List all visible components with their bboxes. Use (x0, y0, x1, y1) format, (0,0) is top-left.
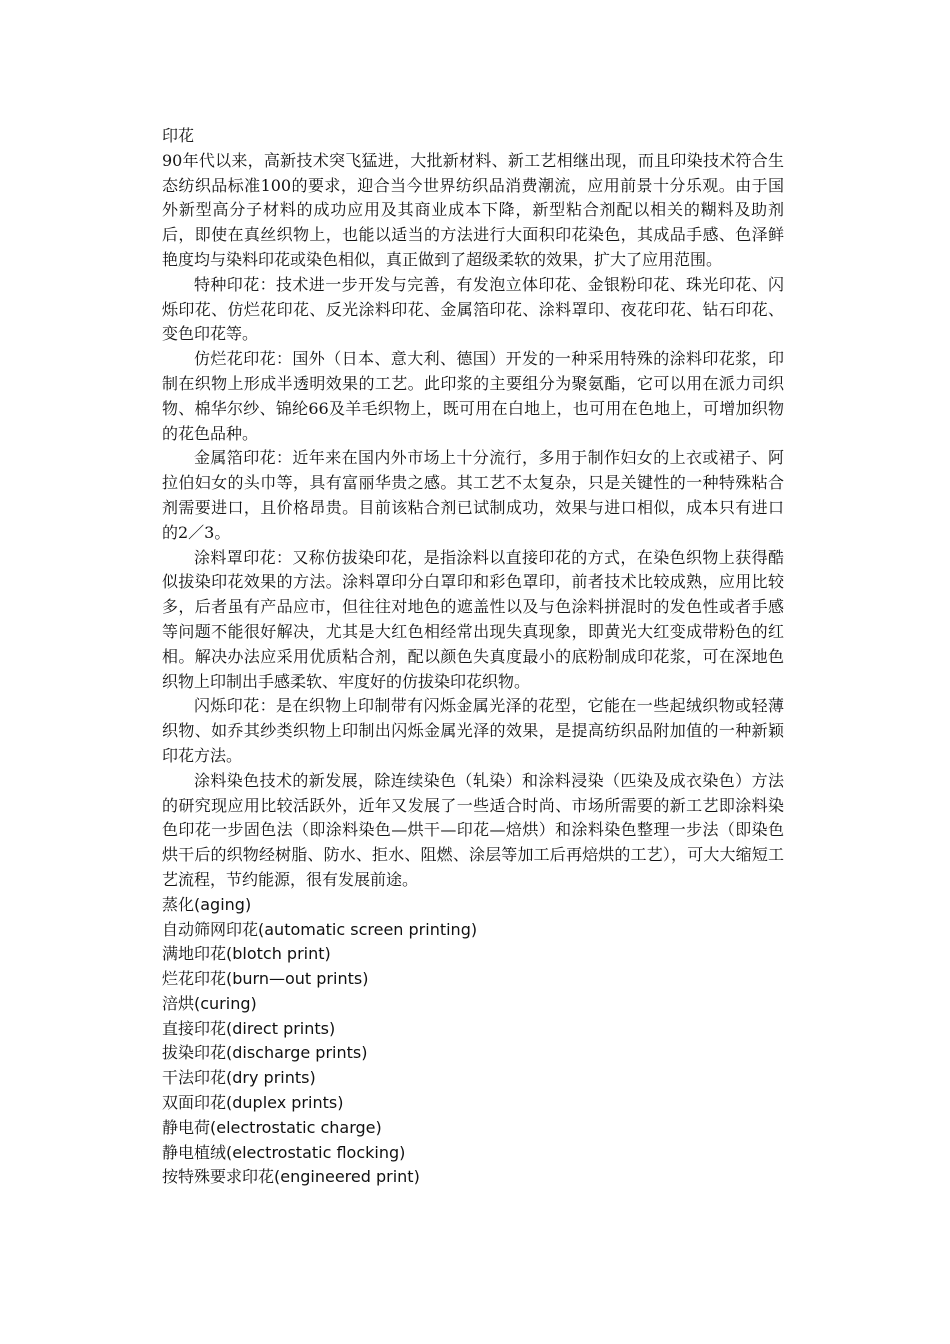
glossary-term: 直接印花(direct prints) (162, 1018, 336, 1038)
paragraph-pigment-dyeing: 涂料染色技术的新发展，除连续染色（轧染）和涂料浸染（匹染及成衣染色）方法的研究现应用比较活跃外，近年又发展了一些适合时尚、市场所需要的新工艺即涂料染色印花一步固色法（即涂料染色—烘干—印花—焙烘）和涂料染色整理一步法（即染色烘干后的织物经树脂、防水、拒水、阻燃、涂层等加工后再焙烘的工艺），可大大缩短工艺流程，节约能源，很有发展前途。 (162, 770, 784, 889)
glossary-term: 静电植绒(electrostatic flocking) (162, 1142, 406, 1162)
glossary-term: 干法印花(dry prints) (162, 1068, 316, 1088)
glossary-term: 蒸化(aging) (162, 894, 252, 914)
paragraph-pigment-overprint: 涂料罩印花：又称仿拔染印花，是指涂料以直接印花的方式，在染色织物上获得酷似拔染印花效果的方法。涂料罩印分白罩印和彩色罩印，前者技术比较成熟，应用比较多，后者虽有产品应市，但往往对地色的遮盖性以及与色涂料拼混时的发色性或者手感等问题不能很好解决，尤其是大红色相经常出现失真现象，即黄光大红变成带粉色的红相。解决办法应采用优质粘合剂，配以颜色失真度最小的底粉制成印花浆，可在深地色织物上印制出手感柔软、牢度好的仿拔染印花织物。 (162, 547, 784, 691)
paragraph-intro: 90年代以来，高新技术突飞猛进，大批新材料、新工艺相继出现，而且印染技术符合生态纺织品标准100的要求，迎合当今世界纺织品消费潮流，应用前景十分乐观。由于国外新型高分子材料的成功应用及其商业成本下降，新型粘合剂配以相关的糊料及助剂后，即使在真丝织物上，也能以适当的方法进行大面积印花染色，其成品手感、色泽鲜艳度均与染料印花或染色相似，真正做到了超级柔软的效果，扩大了应用范围。 (162, 150, 784, 269)
paragraph-special-printing: 特种印花：技术进一步开发与完善，有发泡立体印花、金银粉印花、珠光印花、闪烁印花、仿烂花印花、反光涂料印花、金属箔印花、涂料罩印、夜花印花、钻石印花、变色印花等。 (162, 274, 784, 344)
document-page (162, 124, 784, 1190)
paragraph-glitter-printing: 闪烁印花：是在织物上印制带有闪烁金属光泽的花型，它能在一些起绒织物或轻薄织物、如乔其纱类织物上印制出闪烁金属光泽的效果，是提高纺织品附加值的一种新颖印花方法。 (162, 696, 784, 765)
glossary-term: 拔染印花(discharge prints) (162, 1043, 368, 1063)
document-title: 印花 (162, 126, 195, 145)
glossary-term: 涪烘(curing) (162, 993, 257, 1013)
glossary-term: 自动筛网印花(automatic screen printing) (162, 919, 478, 939)
glossary-term: 烂花印花(burn—out prints) (162, 969, 369, 989)
paragraph-metal-foil: 金属箔印花：近年来在国内外市场上十分流行，多用于制作妇女的上衣或裙子、阿拉伯妇女的头巾等，具有富丽华贵之感。其工艺不太复杂，只是关键性的一种特殊粘合剂需要进口，且价格昂贵。目前该粘合剂已试制成功，效果与进口相似，成本只有进口的2／3。 (162, 448, 784, 542)
glossary-term: 双面印花(duplex prints) (162, 1093, 344, 1113)
paragraph-imitation-burnout: 仿烂花印花：国外（日本、意大利、德国）开发的一种采用特殊的涂料印花浆，印制在织物上形成半透明效果的工艺。此印浆的主要组分为聚氨酯，它可以用在派力司织物、棉华尔纱、锦纶66及羊毛织物上，既可用在白地上，也可用在色地上，可增加织物的花色品种。 (162, 349, 784, 443)
glossary-term: 按特殊要求印花(engineered print) (162, 1167, 420, 1187)
glossary-list (162, 893, 784, 1191)
glossary-term: 满地印花(blotch print) (162, 944, 331, 964)
glossary-term: 静电荷(electrostatic charge) (162, 1117, 382, 1137)
